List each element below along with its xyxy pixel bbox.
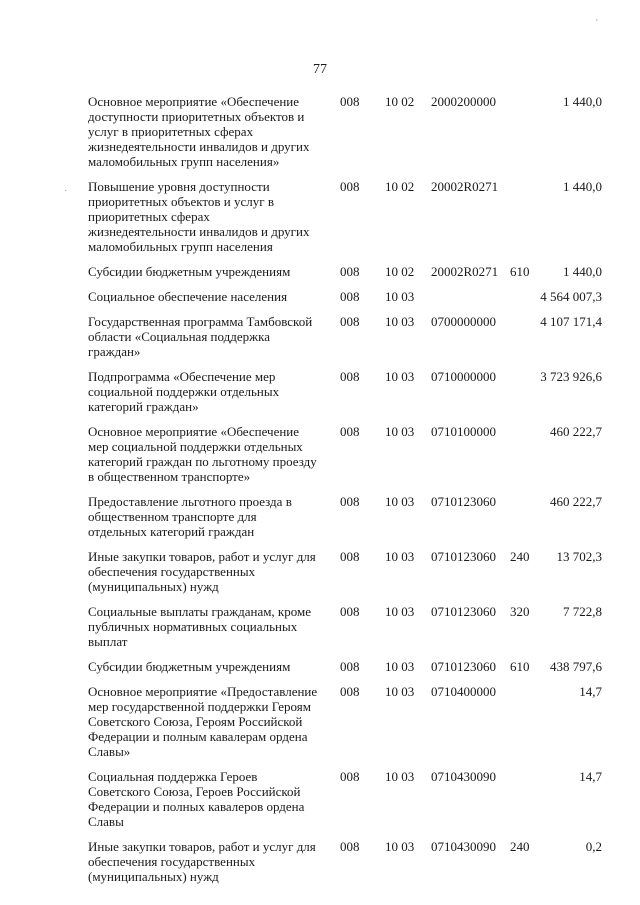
expense-type-code: 320 [510, 604, 530, 619]
ministry-code: 008 [340, 424, 360, 439]
table-row [88, 424, 608, 484]
budget-table [88, 94, 608, 894]
section-code: 10 03 [385, 659, 415, 674]
ministry-code: 008 [340, 494, 360, 509]
table-row [88, 684, 608, 759]
scan-speck: ' [596, 18, 598, 29]
ministry-code: 008 [340, 549, 360, 564]
amount-value: 460 222,7 [550, 494, 602, 509]
target-code: 0710430090 [431, 769, 496, 784]
row-name: Повышение уровня доступности приоритетных объектов и услуг в приоритетных сферах жизнедеятельности инвалидов и других маломобильных групп населения [88, 179, 310, 254]
table-row [88, 769, 608, 829]
ministry-code: 008 [340, 314, 360, 329]
target-code: 0710100000 [431, 424, 496, 439]
amount-value: 0,2 [585, 839, 602, 854]
expense-type-code: 610 [510, 264, 530, 279]
ministry-code: 008 [340, 369, 360, 384]
ministry-code: 008 [340, 94, 360, 109]
row-name: Социальная поддержка Героев Советского Союза, Героев Российской Федерации и полных кавалеров ордена Славы [88, 769, 305, 829]
amount-value: 13 702,3 [556, 549, 602, 564]
target-code: 0710123060 [431, 494, 496, 509]
table-row [88, 264, 608, 279]
section-code: 10 03 [385, 604, 415, 619]
row-name: Предоставление льготного проезда в общественном транспорте для отдельных категорий граждан [88, 494, 292, 539]
table-row [88, 839, 608, 884]
row-name: Государственная программа Тамбовской области «Социальная поддержка граждан» [88, 314, 313, 359]
row-name: Иные закупки товаров, работ и услуг для обеспечения государственных (муниципальных) нужд [88, 549, 316, 594]
ministry-code: 008 [340, 179, 360, 194]
table-row [88, 179, 608, 254]
amount-value: 14,7 [579, 684, 602, 699]
ministry-code: 008 [340, 289, 360, 304]
amount-value: 4 564 007,3 [540, 289, 602, 304]
target-code: 0710123060 [431, 604, 496, 619]
row-name: Социальное обеспечение населения [88, 289, 288, 304]
ministry-code: 008 [340, 839, 360, 854]
amount-value: 1 440,0 [563, 179, 602, 194]
section-code: 10 02 [385, 179, 415, 194]
table-row [88, 369, 608, 414]
table-row [88, 314, 608, 359]
amount-value: 1 440,0 [563, 94, 602, 109]
amount-value: 7 722,8 [563, 604, 602, 619]
row-name: Социальные выплаты гражданам, кроме публичных нормативных социальных выплат [88, 604, 311, 649]
amount-value: 438 797,6 [550, 659, 602, 674]
row-name: Субсидии бюджетным учреждениям [88, 264, 291, 279]
ministry-code: 008 [340, 264, 360, 279]
ministry-code: 008 [340, 659, 360, 674]
target-code: 20002R0271 [431, 179, 499, 194]
ministry-code: 008 [340, 769, 360, 784]
row-name: Субсидии бюджетным учреждениям [88, 659, 291, 674]
amount-value: 460 222,7 [550, 424, 602, 439]
section-code: 10 02 [385, 94, 415, 109]
amount-value: 3 723 926,6 [540, 369, 602, 384]
row-name: Основное мероприятие «Обеспечение мер социальной поддержки отдельных категорий граждан по льготному проезду в общественном транспорте» [88, 424, 317, 484]
row-name: Подпрограмма «Обеспечение мер социальной поддержки отдельных категорий граждан» [88, 369, 280, 414]
amount-value: 14,7 [579, 769, 602, 784]
target-code: 0710000000 [431, 369, 496, 384]
section-code: 10 03 [385, 494, 415, 509]
row-name: Основное мероприятие «Обеспечение доступности приоритетных объектов и услуг в приоритетных сферах жизнедеятельности инвалидов и других маломобильных групп населения» [88, 94, 310, 169]
row-name: Иные закупки товаров, работ и услуг для обеспечения государственных (муниципальных) нужд [88, 839, 316, 884]
target-code: 0710400000 [431, 684, 496, 699]
ministry-code: 008 [340, 604, 360, 619]
target-code: 0710123060 [431, 659, 496, 674]
target-code: 0700000000 [431, 314, 496, 329]
target-code: 0710430090 [431, 839, 496, 854]
amount-value: 1 440,0 [563, 264, 602, 279]
table-row [88, 604, 608, 649]
expense-type-code: 240 [510, 549, 530, 564]
expense-type-code: 610 [510, 659, 530, 674]
ministry-code: 008 [340, 684, 360, 699]
table-row [88, 289, 608, 304]
table-row [88, 549, 608, 594]
section-code: 10 03 [385, 369, 415, 384]
table-row [88, 94, 608, 169]
target-code: 0710123060 [431, 549, 496, 564]
target-code: 20002R0271 [431, 264, 499, 279]
section-code: 10 03 [385, 769, 415, 784]
section-code: 10 03 [385, 314, 415, 329]
page-number: 77 [313, 62, 327, 77]
table-row [88, 659, 608, 674]
section-code: 10 03 [385, 684, 415, 699]
section-code: 10 03 [385, 839, 415, 854]
target-code: 2000200000 [431, 94, 496, 109]
section-code: 10 03 [385, 549, 415, 564]
section-code: 10 03 [385, 424, 415, 439]
table-row [88, 494, 608, 539]
scan-speck: · [64, 186, 68, 197]
expense-type-code: 240 [510, 839, 530, 854]
row-name: Основное мероприятие «Предоставление мер государственной поддержки Героям Советского Союза, Героям Российской Федерации и полным кавалерам ордена Славы» [88, 684, 318, 759]
section-code: 10 03 [385, 289, 415, 304]
section-code: 10 02 [385, 264, 415, 279]
amount-value: 4 107 171,4 [540, 314, 602, 329]
